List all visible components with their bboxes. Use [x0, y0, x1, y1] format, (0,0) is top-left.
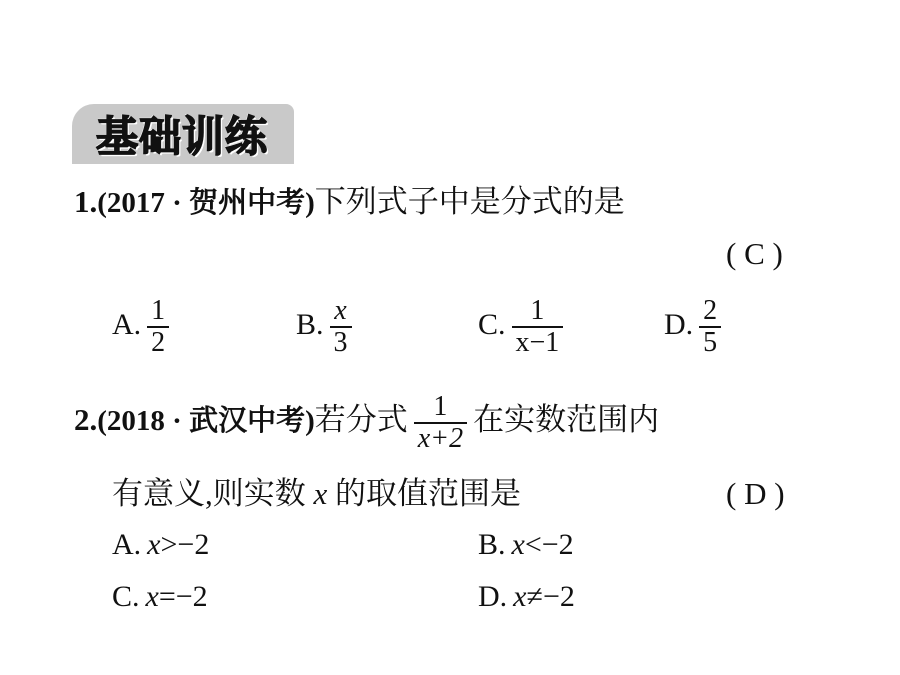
q2-option-a — [112, 528, 209, 562]
question-1-answer: ( C ) — [726, 236, 783, 271]
q1-option-a — [112, 296, 169, 358]
q1-option-d-label: D. — [664, 307, 694, 341]
question-2-fraction-denominator: x+2 — [414, 422, 467, 454]
q1-option-c-fraction — [512, 296, 564, 358]
q1-option-a-fraction — [147, 296, 169, 358]
q1-option-c-numerator: 1 — [530, 295, 545, 326]
question-1-text: 下列式子中是分式的是 — [314, 184, 625, 219]
q2-option-c-relation: =−2 — [158, 580, 208, 613]
question-2-source: (2018 · 武汉中考) — [97, 405, 315, 438]
q2-option-b-relation: <−2 — [524, 528, 574, 561]
q1-option-b-fraction — [330, 296, 352, 358]
q2-option-c-label: C. — [112, 580, 140, 613]
question-1-number: 1. — [74, 184, 98, 219]
q1-option-c-denominator: x−1 — [512, 326, 564, 358]
question-2-answer: ( D ) — [726, 476, 785, 511]
q1-option-b-label: B. — [296, 307, 324, 341]
q2-option-d — [478, 580, 575, 614]
q1-option-b-numerator: x — [334, 295, 347, 326]
question-2-fraction-numerator: 1 — [433, 391, 448, 422]
q2-option-b-var: x — [511, 528, 525, 561]
question-2-number: 2. — [74, 402, 98, 438]
question-2-variable: x — [313, 476, 328, 511]
q2-option-d-relation: ≠−2 — [526, 580, 575, 613]
question-1-stem — [74, 184, 625, 221]
question-2-text-after: 在实数范围内 — [473, 402, 660, 438]
q2-option-a-var: x — [147, 528, 161, 561]
q1-option-b — [296, 296, 352, 358]
q2-option-c — [112, 580, 208, 614]
q1-option-c-label: C. — [478, 307, 506, 341]
question-2-stem — [74, 392, 659, 454]
q1-option-a-label: A. — [112, 307, 142, 341]
q1-option-b-denominator: 3 — [330, 326, 352, 358]
question-2-line-2 — [112, 476, 521, 512]
question-1-source: (2017 · 贺州中考) — [97, 187, 315, 219]
q1-option-c — [478, 296, 563, 358]
q1-option-d-denominator: 5 — [699, 326, 721, 358]
q2-option-d-label: D. — [478, 580, 508, 613]
q2-option-d-var: x — [513, 580, 527, 613]
q1-option-a-numerator: 1 — [151, 295, 166, 326]
q2-option-a-relation: >−2 — [160, 528, 210, 561]
question-2-line-2-after: 的取值范围是 — [335, 476, 522, 511]
q2-option-b — [478, 528, 574, 562]
question-2-line-2-before: 有意义,则实数 — [112, 476, 306, 511]
q1-option-d — [664, 296, 721, 358]
q1-option-d-fraction — [699, 296, 721, 358]
question-2-text-before: 若分式 — [314, 402, 408, 438]
q1-option-a-denominator: 2 — [147, 326, 169, 358]
q2-option-b-label: B. — [478, 528, 506, 561]
q1-option-d-numerator: 2 — [703, 295, 718, 326]
question-2-fraction — [414, 392, 467, 454]
q2-option-a-label: A. — [112, 528, 142, 561]
section-title: 基础训练 — [96, 112, 269, 161]
q2-option-c-var: x — [145, 580, 159, 613]
